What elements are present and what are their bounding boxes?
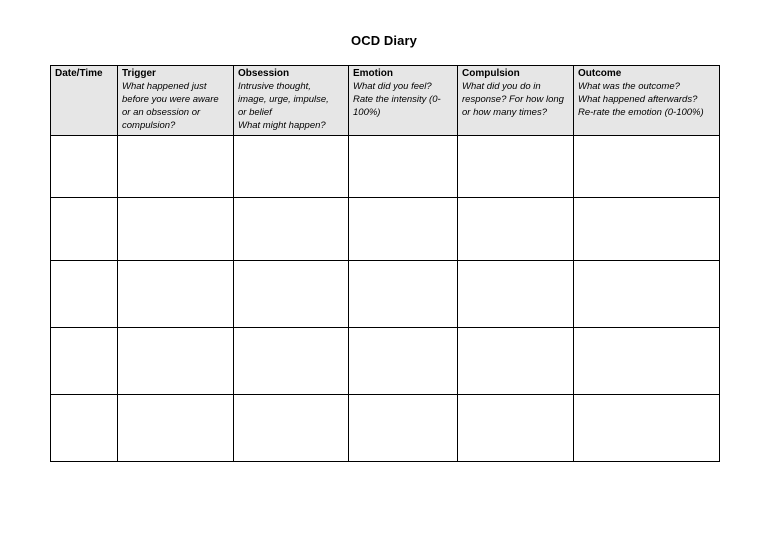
obsession-cell[interactable]	[234, 261, 349, 328]
column-description: What did you do in response? For how long or how many times?	[462, 81, 564, 118]
date-time-cell[interactable]	[51, 198, 118, 261]
trigger-cell[interactable]	[118, 261, 234, 328]
header-row	[51, 66, 720, 136]
column-heading: Date/Time	[55, 68, 103, 79]
emotion-cell[interactable]	[349, 261, 458, 328]
emotion-cell[interactable]	[349, 136, 458, 198]
column-heading: Emotion	[353, 68, 393, 79]
compulsion-cell[interactable]	[458, 198, 574, 261]
column-description: What was the outcome? What happened afterwards? Re-rate the emotion (0-100%)	[578, 81, 704, 118]
column-description: What did you feel? Rate the intensity (0- 100%)	[353, 81, 441, 118]
date-time-cell[interactable]	[51, 328, 118, 395]
outcome-cell[interactable]	[574, 328, 720, 395]
diary-entry-row	[51, 328, 720, 395]
column-header-outcome	[574, 66, 720, 136]
column-heading: Compulsion	[462, 68, 520, 79]
date-time-cell[interactable]	[51, 136, 118, 198]
obsession-cell[interactable]	[234, 136, 349, 198]
column-description: Intrusive thought, image, urge, impulse, or belief What might happen?	[238, 81, 329, 131]
emotion-cell[interactable]	[349, 198, 458, 261]
diary-entry-row	[51, 198, 720, 261]
column-heading: Outcome	[578, 68, 622, 79]
trigger-cell[interactable]	[118, 395, 234, 462]
column-header-obsession	[234, 66, 349, 136]
compulsion-cell[interactable]	[458, 328, 574, 395]
outcome-cell[interactable]	[574, 395, 720, 462]
column-header-trigger	[118, 66, 234, 136]
outcome-cell[interactable]	[574, 261, 720, 328]
emotion-cell[interactable]	[349, 395, 458, 462]
diary-entry-row	[51, 136, 720, 198]
ocd-diary-table	[50, 65, 720, 462]
column-heading: Obsession	[238, 68, 290, 79]
trigger-cell[interactable]	[118, 198, 234, 261]
column-header-compulsion	[458, 66, 574, 136]
compulsion-cell[interactable]	[458, 395, 574, 462]
diary-entry-row	[51, 261, 720, 328]
column-header-date-time	[51, 66, 118, 136]
compulsion-cell[interactable]	[458, 261, 574, 328]
outcome-cell[interactable]	[574, 198, 720, 261]
diary-entry-row	[51, 395, 720, 462]
column-description: What happened just before you were aware or an obsession or compulsion?	[122, 81, 219, 131]
column-heading: Trigger	[122, 68, 156, 79]
obsession-cell[interactable]	[234, 328, 349, 395]
outcome-cell[interactable]	[574, 136, 720, 198]
trigger-cell[interactable]	[118, 136, 234, 198]
diary-title: OCD Diary	[351, 33, 417, 48]
emotion-cell[interactable]	[349, 328, 458, 395]
date-time-cell[interactable]	[51, 395, 118, 462]
obsession-cell[interactable]	[234, 198, 349, 261]
trigger-cell[interactable]	[118, 328, 234, 395]
column-header-emotion	[349, 66, 458, 136]
date-time-cell[interactable]	[51, 261, 118, 328]
compulsion-cell[interactable]	[458, 136, 574, 198]
obsession-cell[interactable]	[234, 395, 349, 462]
